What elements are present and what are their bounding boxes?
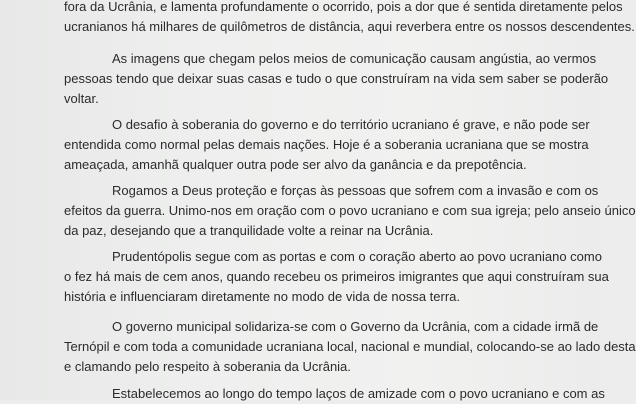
paragraph-prudentopolis [64, 247, 609, 307]
text-line: fora da Ucrânia, e lamenta profundamente o ocorrido, pois a dor que é sentida diretamente pelos [64, 0, 623, 14]
paragraph-prayer [64, 181, 636, 241]
paragraph-images [64, 49, 609, 109]
text-line: Ternópil e com toda a comunidade ucraniana local, nacional e mundial, colocando-se ao lado desta [64, 339, 636, 354]
text-line: da paz, desejando que a tranquilidade volte a reinar na Ucrânia. [64, 223, 434, 238]
text-line: O governo municipal solidariza-se com o Governo da Ucrânia, com a cidade irmã de [112, 319, 599, 334]
paragraph-opening [64, 0, 635, 37]
text-line: ucranianos há milhares de quilômetros de distância, aqui reverbera entre os nossos descendentes. [64, 19, 635, 34]
text-line: e clamando pelo respeito à soberania da Ucrânia. [64, 359, 351, 374]
paragraph-friendship-cut-off [64, 384, 605, 404]
text-line: O desafio à soberania do governo e do território ucraniano é grave, e não pode ser [112, 117, 590, 132]
text-line: Prudentópolis segue com as portas e com o coração aberto ao povo ucraniano como [112, 249, 602, 264]
text-line: entendida como normal pelas demais nações. Hoje é a soberania ucraniana que se mostra [64, 137, 589, 152]
paragraph-municipal-government [64, 317, 636, 377]
text-line: voltar. [64, 91, 99, 106]
text-line: pessoas tendo que deixar suas casas e tudo o que construíram na vida sem saber se poderão [64, 71, 609, 86]
text-line: Estabelecemos ao longo do tempo laços de amizade com o povo ucraniano e com as [112, 386, 605, 401]
text-line: história e influenciaram diretamente no modo de vida de nossa terra. [64, 289, 460, 304]
paragraph-sovereignty [64, 115, 590, 175]
text-line: o fez há mais de cem anos, quando recebeu os primeiros imigrantes que aqui construíram sua [64, 269, 609, 284]
text-line: Rogamos a Deus proteção e forças às pessoas que sofrem com a invasão e com os [112, 183, 599, 198]
text-line: efeitos da guerra. Unimo-nos em oração com o povo ucraniano e com sua igreja; pelo anseio único [64, 203, 636, 218]
text-line: ameaçada, amanhã qualquer outra pode ser alvo da ganância e da prepotência. [64, 157, 527, 172]
text-line: As imagens que chegam pelos meios de comunicação causam angústia, ao vermos [112, 51, 597, 66]
